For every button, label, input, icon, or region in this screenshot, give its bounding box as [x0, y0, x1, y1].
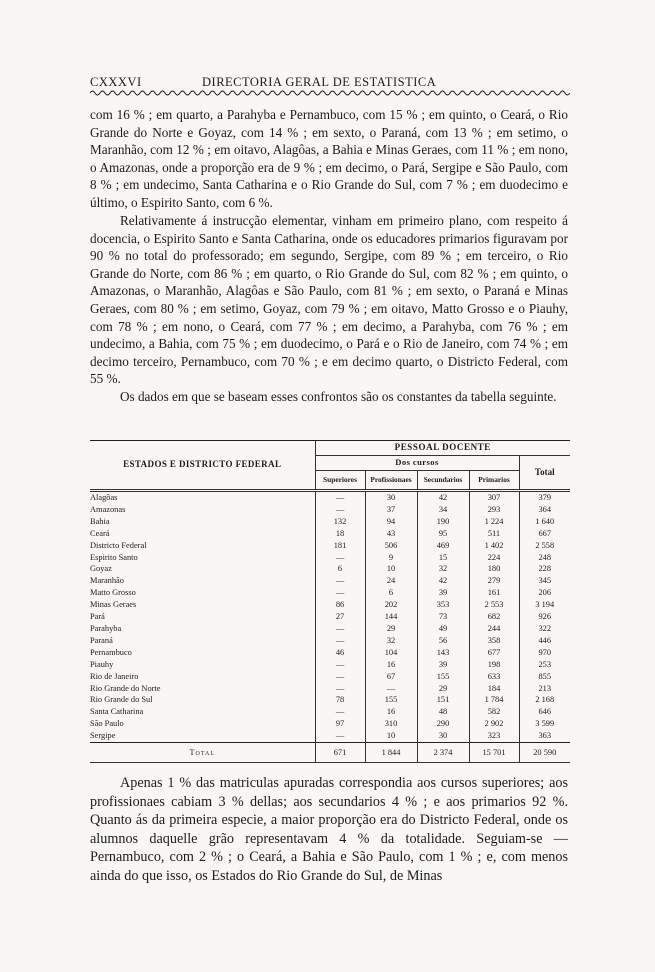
value-total: 970: [519, 647, 570, 659]
value-total: 213: [519, 683, 570, 695]
value-profissionaes: 155: [365, 694, 417, 706]
col-header-profissionaes: Profissionaes: [365, 471, 417, 491]
state-name: Parahyba: [90, 623, 122, 633]
value-superiores: 132: [315, 516, 365, 528]
table-row: [90, 659, 570, 671]
paragraph-3: Os dados em que se baseam esses confrontos são os constantes da tabella seguinte.: [120, 389, 557, 404]
state-name: Espirito Santo: [90, 552, 138, 562]
value-secundarios: 73: [417, 611, 469, 623]
state-name: Pará: [90, 612, 105, 622]
state-name: Districto Federal: [90, 540, 147, 550]
value-primarios: 224: [469, 552, 519, 564]
table-row: [90, 516, 570, 528]
value-total: 646: [519, 706, 570, 718]
value-secundarios: 29: [417, 683, 469, 695]
table-row: [90, 635, 570, 647]
value-primarios: 358: [469, 635, 519, 647]
paragraph-2: Relativamente á instrucção elementar, vinham em primeiro plano, com respeito á docencia, o Espirito Santo e Santa Catharina, onde os educadores primarios figuravam por 90 % no total do professorado; em segundo, Sergipe, com 89 % ; em terceiro, o Rio Grande do Norte, com 86 % ; em quarto, o Rio Grande do Sul, com 82 % ; em quinto, o Amazonas, o Maranhão, Alagôas e São Paulo, com 81 % ; em sexto, o Paraná e Minas Geraes, com 80 % ; em setimo, Goyaz, com 79 % ; em oitavo, Matto Grosso e o Piauhy, com 78 % ; em nono, o Ceará, com 77 % ; em decimo, a Parahyba, com 76 % ; em undecimo, a Bahia, com 75 % ; em duodecimo, o Pará e o Rio de Janeiro, com 74 % ; em decimo terceiro, Pernambuco, com 70 % ; e em decimo quarto, o Districto Federal, com 55 %.: [90, 213, 568, 387]
total-profissionaes: 1 844: [365, 743, 417, 763]
value-total: 1 640: [519, 516, 570, 528]
value-total: 2 558: [519, 540, 570, 552]
state-name: Paraná: [90, 635, 113, 645]
value-superiores: 78: [315, 694, 365, 706]
value-secundarios: 353: [417, 599, 469, 611]
value-primarios: 1 784: [469, 694, 519, 706]
value-profissionaes: 144: [365, 611, 417, 623]
value-secundarios: 155: [417, 671, 469, 683]
state-name: Goyaz: [90, 564, 112, 574]
value-profissionaes: 32: [365, 635, 417, 647]
paragraph-4: Apenas 1 % das matriculas apuradas correspondia aos cursos superiores; aos profissionaes cabiam 3 % dellas; aos secundarios 4 % ; e aos primarios 92 %. Quanto ás da primeira especie, a maior proporção era do Districto Federal, onde os alumnos daquelle grão representavam 4 % da totalidade. Seguiam-se — Pernambuco, com 2 % ; o Ceará, a Bahia e São Paulo, com 1 % ; e, com menos ainda do que isso, os Estados do Rio Grande do Sul, de Minas: [90, 775, 568, 884]
value-profissionaes: 10: [365, 563, 417, 575]
col-header-total: Total: [519, 456, 570, 491]
total-label: Total: [90, 743, 315, 763]
table-row: [90, 647, 570, 659]
value-secundarios: 42: [417, 491, 469, 504]
total-superiores: 671: [315, 743, 365, 763]
value-primarios: 1 402: [469, 540, 519, 552]
value-profissionaes: 10: [365, 730, 417, 742]
subgroup-header-dos-cursos: Dos cursos: [315, 456, 519, 471]
state-name: Pernambuco: [90, 647, 132, 657]
value-total: 667: [519, 528, 570, 540]
value-superiores: —: [315, 575, 365, 587]
value-secundarios: 143: [417, 647, 469, 659]
state-name: Maranhão: [90, 576, 124, 586]
value-profissionaes: 24: [365, 575, 417, 587]
value-superiores: 27: [315, 611, 365, 623]
value-secundarios: 95: [417, 528, 469, 540]
state-name: Sergipe: [90, 731, 116, 741]
value-secundarios: 30: [417, 730, 469, 742]
value-primarios: 198: [469, 659, 519, 671]
value-superiores: 97: [315, 718, 365, 730]
value-profissionaes: —: [365, 683, 417, 695]
value-superiores: —: [315, 552, 365, 564]
value-profissionaes: 104: [365, 647, 417, 659]
value-superiores: —: [315, 587, 365, 599]
value-profissionaes: 30: [365, 491, 417, 504]
value-total: 3 194: [519, 599, 570, 611]
state-name: Ceará: [90, 528, 110, 538]
state-name: Minas Geraes: [90, 600, 137, 610]
state-name: Amazonas: [90, 504, 126, 514]
value-total: 855: [519, 671, 570, 683]
value-profissionaes: 9: [365, 552, 417, 564]
table-row: [90, 683, 570, 695]
value-total: 379: [519, 491, 570, 504]
value-profissionaes: 43: [365, 528, 417, 540]
value-secundarios: 39: [417, 587, 469, 599]
paragraph-1: com 16 % ; em quarto, a Parahyba e Pernambuco, com 15 % ; em quinto, o Ceará, o Rio Grande do Norte e Goyaz, com 14 % ; em sexto, o Paraná, com 13 % ; em setimo, o Maranhão, com 12 % ; em oitavo, Alagôas, a Bahia e Minas Geraes, com 11 % ; em nono, o Amazonas, onde a proporção era de 9 % ; em decimo, o Pará, Sergipe e São Paulo, com 8 % ; em undecimo, Santa Catharina e o Rio Grande do Sul, com 7 % ; em duodecimo e último, o Espirito Santo, com 6 %.: [90, 107, 568, 210]
value-primarios: 307: [469, 491, 519, 504]
group-header-pessoal-docente: PESSOAL DOCENTE: [315, 441, 570, 456]
state-name: São Paulo: [90, 719, 124, 729]
value-profissionaes: 29: [365, 623, 417, 635]
table-row: [90, 611, 570, 623]
value-profissionaes: 6: [365, 587, 417, 599]
value-primarios: 184: [469, 683, 519, 695]
value-secundarios: 32: [417, 563, 469, 575]
value-total: 3 599: [519, 718, 570, 730]
value-primarios: 582: [469, 706, 519, 718]
table-row: [90, 528, 570, 540]
state-name: Rio Grande do Norte: [90, 683, 161, 693]
value-superiores: —: [315, 706, 365, 718]
state-name: Matto Grosso: [90, 588, 136, 598]
table-row: [90, 671, 570, 683]
value-primarios: 511: [469, 528, 519, 540]
value-primarios: 161: [469, 587, 519, 599]
value-total: 248: [519, 552, 570, 564]
value-secundarios: 190: [417, 516, 469, 528]
state-name: Santa Catharina: [90, 707, 144, 717]
col-header-primarios: Primarios: [469, 471, 519, 491]
col-header-states: ESTADOS E DISTRICTO FEDERAL: [90, 441, 315, 491]
value-superiores: —: [315, 623, 365, 635]
value-total: 363: [519, 730, 570, 742]
col-header-secundarios: Secundarios: [417, 471, 469, 491]
value-total: 345: [519, 575, 570, 587]
value-secundarios: 49: [417, 623, 469, 635]
value-profissionaes: 16: [365, 659, 417, 671]
value-superiores: —: [315, 659, 365, 671]
table-row: [90, 706, 570, 718]
value-total: 364: [519, 504, 570, 516]
value-primarios: 2 902: [469, 718, 519, 730]
table-row: [90, 694, 570, 706]
value-superiores: —: [315, 671, 365, 683]
running-title: DIRECTORIA GERAL DE ESTATISTICA: [202, 75, 437, 89]
table-row: [90, 504, 570, 516]
value-profissionaes: 16: [365, 706, 417, 718]
value-primarios: 293: [469, 504, 519, 516]
value-primarios: 2 553: [469, 599, 519, 611]
total-primarios: 15 701: [469, 743, 519, 763]
table-row: [90, 587, 570, 599]
table-row: [90, 552, 570, 564]
value-profissionaes: 202: [365, 599, 417, 611]
value-total: 926: [519, 611, 570, 623]
value-secundarios: 34: [417, 504, 469, 516]
value-total: 253: [519, 659, 570, 671]
value-total: 322: [519, 623, 570, 635]
table-row: [90, 730, 570, 742]
page-number: CXXXVI: [90, 75, 142, 89]
value-primarios: 244: [469, 623, 519, 635]
state-name: Rio Grande do Sul: [90, 695, 153, 705]
value-profissionaes: 67: [365, 671, 417, 683]
value-superiores: —: [315, 683, 365, 695]
state-name: Alagôas: [90, 493, 118, 502]
header-wave-rule: [90, 89, 570, 97]
value-secundarios: 290: [417, 718, 469, 730]
value-profissionaes: 506: [365, 540, 417, 552]
value-secundarios: 56: [417, 635, 469, 647]
table-row: [90, 623, 570, 635]
value-profissionaes: 310: [365, 718, 417, 730]
value-secundarios: 39: [417, 659, 469, 671]
value-total: 446: [519, 635, 570, 647]
value-secundarios: 151: [417, 694, 469, 706]
value-superiores: —: [315, 504, 365, 516]
state-name: Rio de Janeiro: [90, 671, 139, 681]
table-row: [90, 540, 570, 552]
value-primarios: 677: [469, 647, 519, 659]
value-superiores: 86: [315, 599, 365, 611]
value-secundarios: 15: [417, 552, 469, 564]
table-row: [90, 575, 570, 587]
value-superiores: —: [315, 635, 365, 647]
value-superiores: 181: [315, 540, 365, 552]
value-total: 2 168: [519, 694, 570, 706]
value-superiores: —: [315, 730, 365, 742]
table-row: [90, 599, 570, 611]
value-secundarios: 42: [417, 575, 469, 587]
teaching-staff-table: [90, 440, 570, 763]
total-grand: 20 590: [519, 743, 570, 763]
value-superiores: 6: [315, 563, 365, 575]
value-primarios: 1 224: [469, 516, 519, 528]
value-secundarios: 469: [417, 540, 469, 552]
value-secundarios: 48: [417, 706, 469, 718]
value-primarios: 682: [469, 611, 519, 623]
table-body: [90, 491, 570, 763]
state-name: Piauhy: [90, 659, 114, 669]
value-primarios: 323: [469, 730, 519, 742]
total-secundarios: 2 374: [417, 743, 469, 763]
col-header-superiores: Superiores: [315, 471, 365, 491]
value-total: 228: [519, 563, 570, 575]
state-name: Bahia: [90, 516, 110, 526]
value-primarios: 180: [469, 563, 519, 575]
value-profissionaes: 94: [365, 516, 417, 528]
value-superiores: 46: [315, 647, 365, 659]
value-superiores: —: [315, 491, 365, 504]
value-profissionaes: 37: [365, 504, 417, 516]
value-total: 206: [519, 587, 570, 599]
value-primarios: 633: [469, 671, 519, 683]
table-row: [90, 718, 570, 730]
table-row: [90, 491, 570, 504]
value-primarios: 279: [469, 575, 519, 587]
value-superiores: 18: [315, 528, 365, 540]
table-row: [90, 563, 570, 575]
table-total-row: [90, 743, 570, 763]
running-header: [90, 75, 570, 95]
